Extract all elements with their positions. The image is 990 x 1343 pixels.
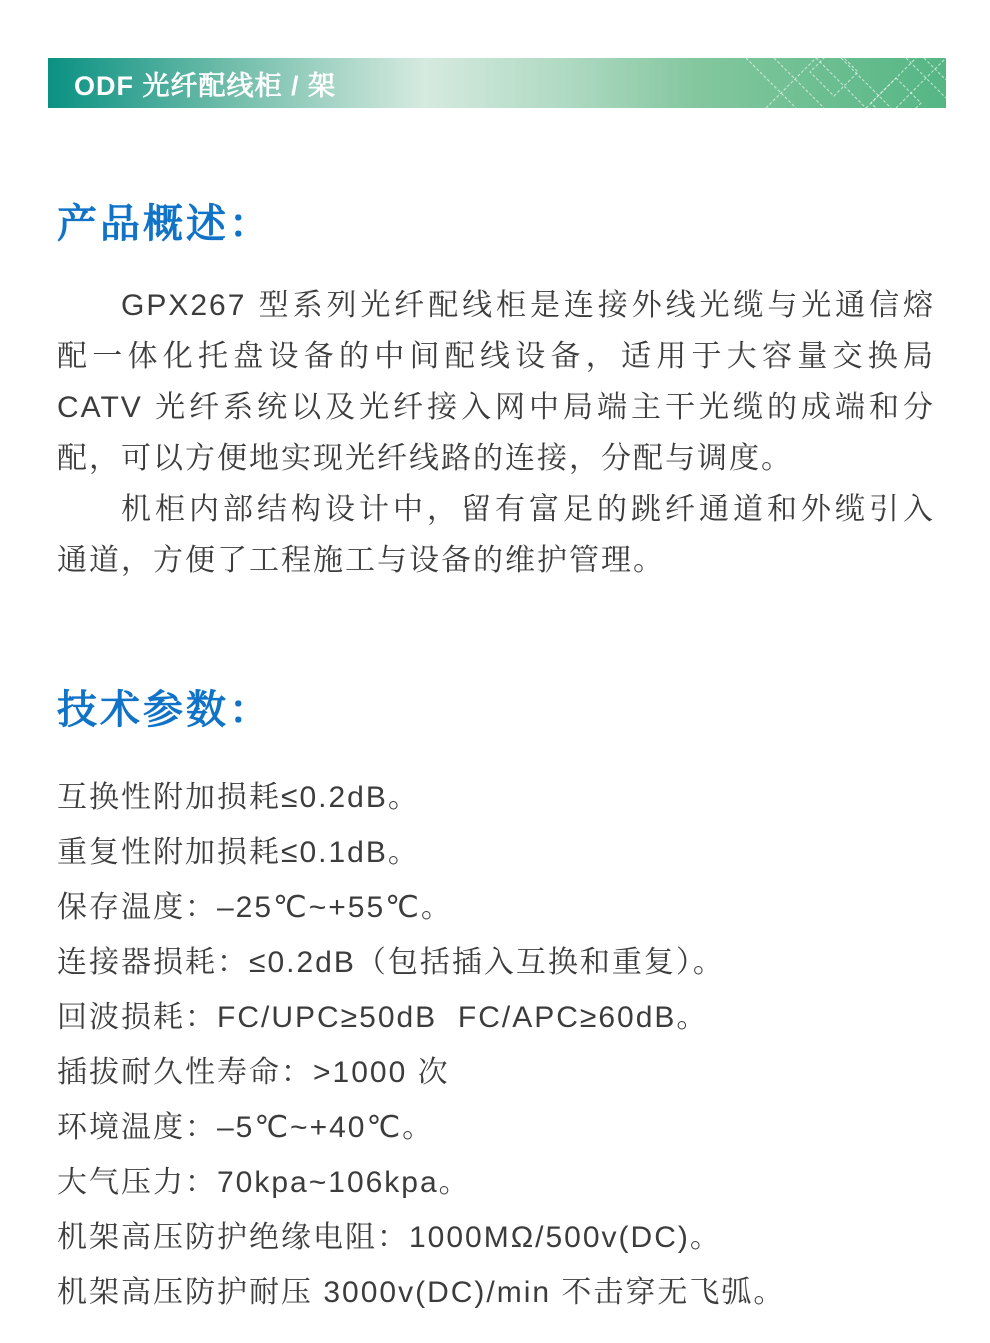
paragraph-line: 机柜内部结构设计中，留有富足的跳纤通道和外缆引入 — [121, 493, 935, 526]
paragraph-line: CATV 光纤系统以及光纤接入网中局端主干光缆的成端和分 — [57, 391, 935, 424]
diagonal-lines-icon — [746, 58, 946, 108]
spec-line: 回波损耗：FC/UPC≥50dB FC/APC≥60dB。 — [57, 1001, 709, 1034]
spec-line: 互换性附加损耗≤0.2dB。 — [57, 781, 420, 814]
specs-heading: 技术参数： — [57, 688, 272, 732]
spec-line: 机架高压防护绝缘电阻：1000MΩ/500v(DC)。 — [57, 1221, 722, 1254]
overview-heading: 产品概述： — [57, 202, 272, 246]
section-banner — [48, 58, 946, 108]
paragraph-line: 通道，方便了工程施工与设备的维护管理。 — [57, 544, 665, 577]
paragraph-line: GPX267 型系列光纤配线柜是连接外线光缆与光通信熔 — [121, 289, 935, 322]
overview-body — [57, 280, 935, 586]
spec-line: 环境温度：–5℃~+40℃。 — [57, 1111, 435, 1144]
paragraph-line: 配，可以方便地实现光纤线路的连接，分配与调度。 — [57, 442, 793, 475]
banner-title: ODF 光纤配线柜 / 架 — [74, 70, 336, 101]
spec-line: 机架高压防护耐压 3000v(DC)/min 不击穿无飞弧。 — [57, 1276, 786, 1309]
spec-line: 重复性附加损耗≤0.1dB。 — [57, 836, 420, 869]
spec-line: 大气压力：70kpa~106kpa。 — [57, 1166, 471, 1199]
specs-list — [57, 770, 957, 1320]
paragraph-line: 配一体化托盘设备的中间配线设备，适用于大容量交换局 — [57, 340, 935, 373]
spec-line: 保存温度：–25℃~+55℃。 — [57, 891, 453, 924]
spec-line: 插拔耐久性寿命：>1000 次 — [57, 1056, 450, 1089]
spec-line: 连接器损耗：≤0.2dB（包括插入互换和重复）。 — [57, 946, 725, 979]
